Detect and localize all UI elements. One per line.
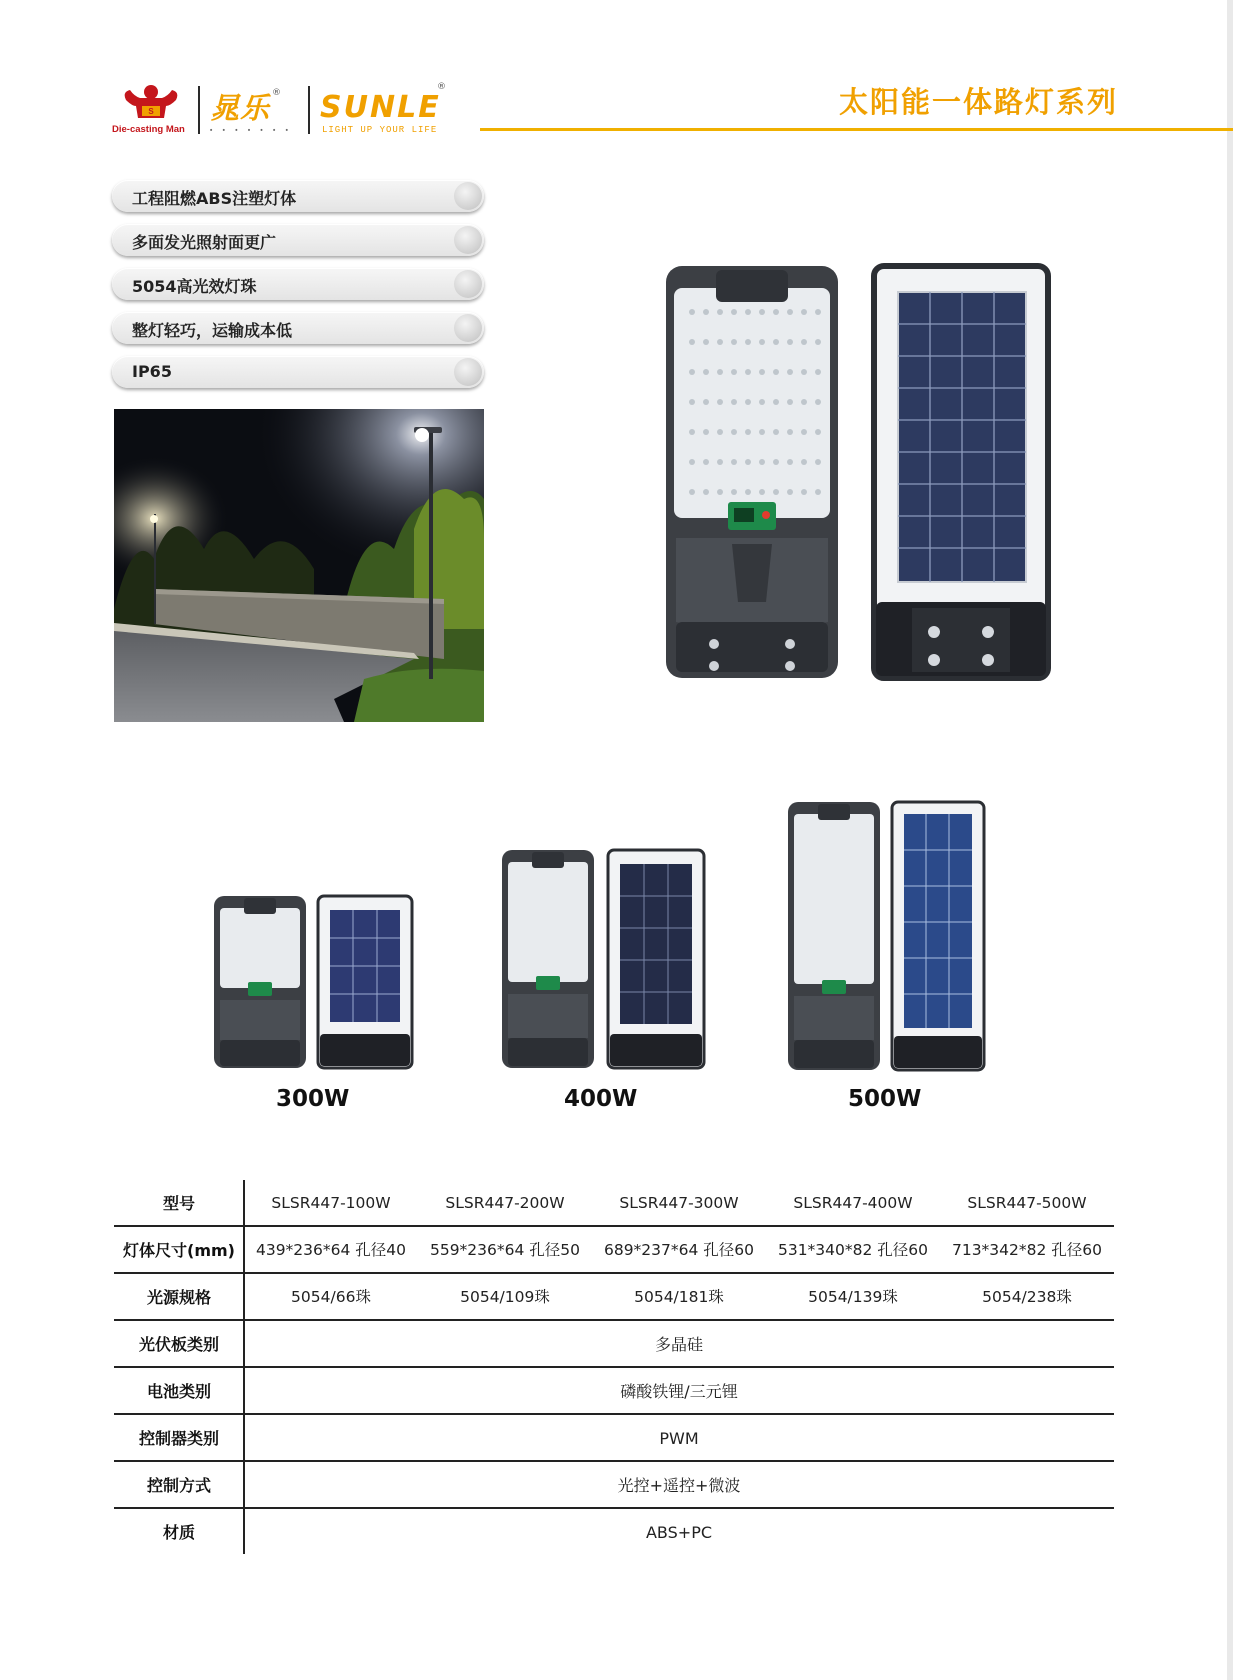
brand-name-en: SUNLE [320,90,441,125]
table-row-battery-type [114,1368,1114,1415]
pill-end-cap [454,182,482,210]
table-cell: 5054/181珠 [634,1288,724,1306]
pill-end-cap [454,226,482,254]
table-cell: SLSR447-300W [619,1194,739,1212]
logo-separator [198,86,200,134]
table-cell: 磷酸铁锂/三元锂 [620,1382,738,1401]
table-row-control-mode [114,1462,1114,1509]
product-300w-image [212,894,414,1070]
table-cell: 光控+遥控+微波 [617,1476,741,1495]
product-main-image [662,262,1052,682]
feature-item [112,356,484,388]
table-cell: 559*236*64 孔径50 [429,1241,581,1259]
row-label: 控制方式 [146,1476,211,1495]
feature-item [112,180,484,212]
table-cell: SLSR447-100W [271,1194,391,1212]
table-cell: SLSR447-200W [445,1194,565,1212]
feature-text: 工程阻燃ABS注塑灯体 [132,189,297,208]
table-cell: 5054/238珠 [982,1288,1072,1306]
row-label: 灯体尺寸(mm) [123,1241,235,1260]
logo-separator [308,86,310,134]
product-400w-image [500,848,706,1070]
street-night-photo [114,409,484,722]
feature-text: 5054高光效灯珠 [132,277,257,296]
table-cell: SLSR447-500W [967,1194,1087,1212]
pill-end-cap [454,358,482,386]
table-cell: 713*342*82 孔径60 [951,1241,1103,1259]
row-label: 光源规格 [146,1288,211,1307]
page-title: 太阳能一体路灯系列 [838,85,1118,119]
row-label: 材质 [162,1523,195,1542]
registered-mark: ® [437,82,446,92]
variant-label-500w: 500W [848,1086,922,1112]
logo-man-caption: Die-casting Man [112,124,185,135]
table-cell: PWM [659,1429,699,1448]
feature-text: 整灯轻巧，运输成本低 [132,321,293,340]
row-label: 控制器类别 [138,1429,219,1448]
title-underline [480,128,1233,131]
row-label: 光伏板类别 [138,1335,219,1354]
table-row-size [114,1227,1114,1274]
feature-item [112,312,484,344]
feature-item [112,268,484,300]
table-cell: 5054/139珠 [808,1288,898,1306]
table-cell: 多晶硅 [654,1335,703,1354]
page-edge-strip [1227,0,1233,1680]
brand-name-cn: 晁乐 [210,91,271,125]
variant-label-300w: 300W [276,1086,350,1112]
table-row-material [114,1509,1114,1556]
table-cell: 5054/109珠 [460,1288,550,1306]
table-cell: 689*237*64 孔径60 [603,1241,755,1259]
svg-text:S: S [148,107,154,116]
table-row-panel-type [114,1321,1114,1368]
brand-logo-group [112,82,452,138]
table-row-controller-type [114,1415,1114,1462]
table-row-light-source [114,1274,1114,1321]
table-cell: ABS+PC [645,1523,713,1542]
table-row-model [114,1180,1114,1227]
feature-list [112,180,484,400]
registered-mark: ® [272,88,281,98]
feature-item [112,224,484,256]
variant-label-400w: 400W [564,1086,638,1112]
pill-end-cap [454,270,482,298]
feature-text: 多面发光照射面更广 [132,233,277,252]
table-cell: 5054/66珠 [291,1288,371,1306]
feature-text: IP65 [132,362,172,381]
brand-slogan-cn-art: ∙ ∙ ∙ ∙ ∙ ∙ ∙ [209,126,293,134]
table-cell: 531*340*82 孔径60 [777,1241,929,1259]
table-cell: 439*236*64 孔径40 [255,1241,407,1259]
row-label: 电池类别 [146,1382,211,1401]
row-label: 型号 [162,1194,195,1213]
table-cell: SLSR447-400W [793,1194,913,1212]
spec-table [114,1180,1114,1556]
brand-slogan-en: LIGHT UP YOUR LIFE [322,125,438,135]
pill-end-cap [454,314,482,342]
product-500w-image [786,800,986,1072]
